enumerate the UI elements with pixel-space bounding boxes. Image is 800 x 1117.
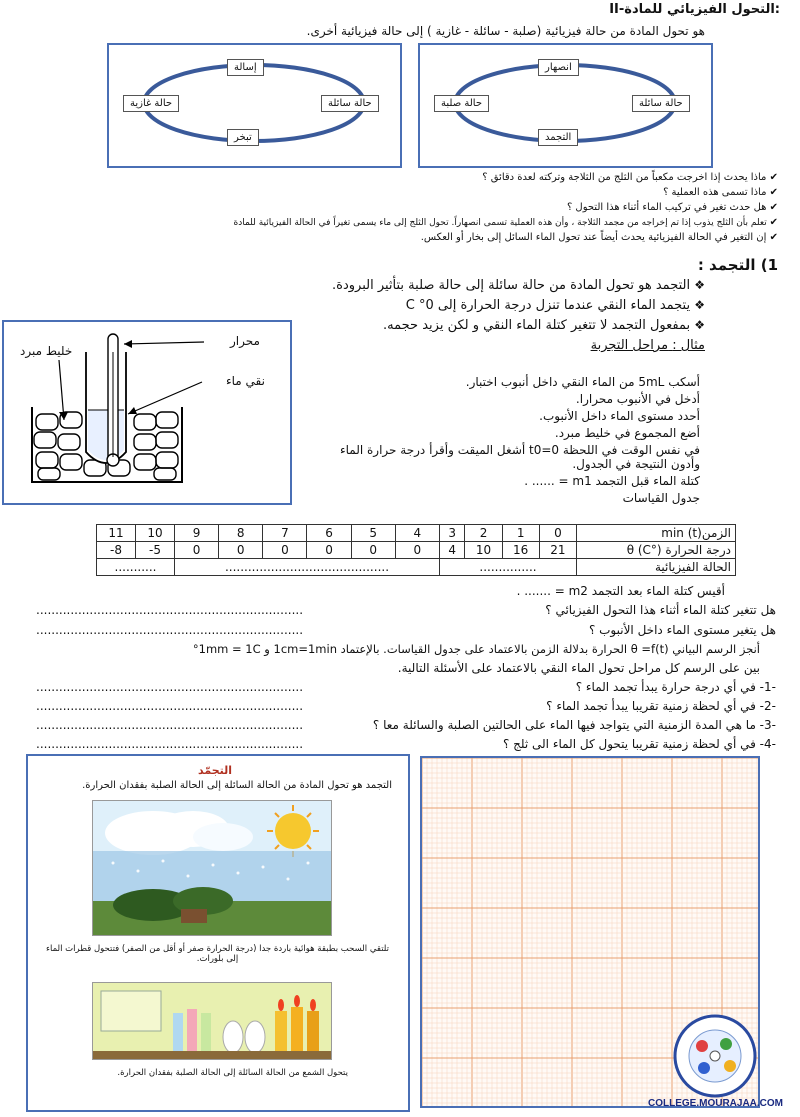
illustration-heading: التجمّد (198, 764, 233, 777)
check-icon: ✔ (769, 172, 778, 183)
row-header: الحالة الفيزيائية (577, 559, 736, 576)
label-evaporation: تبخر (227, 129, 259, 146)
list-item: -4- في أي لحظة زمنية تقريبا يتحول كل الماء الى ثلج ؟ ...................................................................... (36, 737, 776, 756)
list-item: ✔ تعلم بأن الثلج يذوب إذا تم إخراجه من مجمد الثلاجة ، وأن هذه العملية تسمى انصهاراً. تحول الثلج إلى ماء يسمى تغيراً في الحالة الفيزيائية للمادة (233, 217, 778, 228)
table-cell: 10 (465, 542, 502, 559)
table-cell: 5 (351, 525, 395, 542)
list-item: ❖ يتجمد الماء النقي عندما تنزل درجة الحرارة إلى 0° C (405, 298, 705, 313)
answer-blank: ...................................................................... (36, 737, 304, 751)
candles-scene-image (92, 982, 332, 1060)
label-liquid: حالة سائلة (632, 95, 690, 112)
label-condensation: إسالة (227, 59, 264, 76)
list-item: ✔ ماذا تسمى هذه العملية ؟ (663, 187, 778, 198)
list-item: أسكب 5mL من الماء النقي داخل أنبوب اختبار. (465, 375, 700, 389)
list-item: ❖ بمفعول التجمد لا تتغير كتلة الماء النقي و لكن يزيد حجمه. (383, 318, 705, 333)
table-cell: 16 (502, 542, 539, 559)
list-item: أضع المجموع في خليط مبرد. (554, 426, 700, 440)
answer-blank: ...................................................................... (36, 623, 304, 637)
table-cell: 2 (465, 525, 502, 542)
cloud-scene-image (92, 800, 332, 936)
table-cell: 0 (307, 542, 351, 559)
caption-clouds: تلتقي السحب بطبقة هوائية باردة جدا (درجة الحرارة صفر أو أقل من الصفر) فتتحول قطرات الماء إلى بلورات. (46, 944, 389, 964)
candles-scene-drawing (93, 983, 331, 1059)
mass-after-text: أقيس كتلة الماء بعد التجمد m2 = ....... . (516, 584, 725, 598)
table-cell: 4 (395, 525, 439, 542)
table-cell: 0 (395, 542, 439, 559)
section-heading-freezing: 1) التجمد : (697, 256, 778, 274)
list-item: ✔ هل حدث تغير في تركيب الماء أثناء هذا التحول ؟ (566, 202, 778, 213)
sub-questions (36, 680, 776, 756)
table-cell: 10 (136, 525, 175, 542)
diamond-bullet-icon: ❖ (694, 278, 705, 292)
question-row: هل يتغير مستوى الماء داخل الأنبوب ؟ ...................................................................... (36, 623, 776, 637)
table-cell: ........... (97, 559, 175, 576)
table-cell: 1 (502, 525, 539, 542)
list-item: جدول القياسات (622, 491, 700, 505)
example-heading: مثال : مراحل التجربة (590, 338, 705, 353)
list-item: ❖ التجمد هو تحول المادة من حالة سائلة إلى حالة صلبة بتأثير البرودة. (332, 278, 705, 293)
label-pure-water: نقي ماء (226, 374, 265, 388)
row-header: درجة الحرارة θ (C°) (577, 542, 736, 559)
list-item: في نفس الوقت في اللحظة t0=0 أشغل الميقت وأقرأ درجة حرارة الماء (339, 443, 700, 457)
label-melting: انصهار (538, 59, 579, 76)
table-cell: 6 (307, 525, 351, 542)
caption-candles: يتحول الشمع من الحالة السائلة إلى الحالة الصلبة بفقدان الحرارة. (117, 1068, 348, 1078)
label-solid: حالة صلبة (434, 95, 489, 112)
table-cell: -8 (97, 542, 136, 559)
table-cell: 4 (439, 542, 464, 559)
answer-blank: ...................................................................... (36, 699, 304, 713)
table-cell: 0 (175, 542, 219, 559)
answer-blank: ...................................................................... (36, 680, 304, 694)
list-item: أحدد مستوى الماء داخل الأنبوب. (539, 409, 700, 423)
check-icon: ✔ (769, 217, 778, 228)
table-cell: 8 (219, 525, 263, 542)
check-icon: ✔ (769, 232, 778, 243)
list-item: -1- في أي درجة حرارة يبدأ تجمد الماء ؟ ...................................................................... (36, 680, 776, 699)
logo-site-text: COLLEGE.MOURAJAA.COM (648, 1098, 783, 1109)
cycle-diagram-liquid-gas (107, 43, 402, 168)
table-row (97, 525, 736, 542)
table-cell: 11 (97, 525, 136, 542)
answer-blank: ...................................................................... (36, 603, 304, 617)
check-icon: ✔ (769, 202, 778, 213)
list-item: -2- في أي لحظة زمنية تقريبا يبدأ تجمد الماء ؟ ...................................................................... (36, 699, 776, 718)
label-liquid: حالة سائلة (321, 95, 379, 112)
table-cell: 0 (539, 525, 576, 542)
label-cooling-mixture: خليط مبرد (20, 344, 73, 358)
cycle-diagram-solid-liquid (418, 43, 713, 168)
list-item: ✔ إن التغير في الحالة الفيزيائية يحدث أيضاً عند تحول الماء السائل إلى بخار أو العكس. (420, 232, 778, 243)
table-cell: 0 (219, 542, 263, 559)
measurements-table (96, 524, 736, 576)
list-item: أدخل في الأنبوب محرارا. (575, 392, 700, 406)
graph-instructions-2: بين على الرسم كل مراحل تحول الماء النقي بالاعتماد على الأسئلة التالية. (397, 661, 760, 675)
label-thermometer: محرار (230, 334, 260, 348)
label-freezing: التجمد (538, 129, 578, 146)
table-cell: 3 (439, 525, 464, 542)
table-cell: 0 (351, 542, 395, 559)
table-cell: 0 (263, 542, 307, 559)
questions-list (58, 172, 778, 247)
check-icon: ✔ (769, 187, 778, 198)
definition-text: هو تحول المادة من حالة فيزيائية (صلبة - سائلة - غازية ) إلى حالة فيزيائية أخرى. (306, 24, 705, 38)
diamond-bullet-icon: ❖ (694, 298, 705, 312)
cloud-scene-drawing (93, 801, 331, 935)
row-header: الزمن(t) min (577, 525, 736, 542)
illustration-panel (26, 754, 410, 1112)
experiment-steps (280, 375, 700, 508)
graph-instructions: أنجز الرسم البياني θ =f(t) الحرارة بدلالة الزمن بالاعتماد على جدول القياسات. بالإعتماد 1cm=1min و 1mm = 1C° (192, 642, 760, 656)
logo-emblem (660, 1012, 770, 1098)
answer-blank: ...................................................................... (36, 718, 304, 732)
table-cell: 7 (263, 525, 307, 542)
section-title: II-التحول الفيزيائي للمادة: (609, 2, 780, 17)
list-item: كتلة الماء قبل التجمد m1 = ...... . (524, 474, 700, 488)
list-item: وأدون النتيجة في الجدول. (572, 457, 700, 471)
table-row (97, 559, 736, 576)
table-cell: ........................................... (175, 559, 440, 576)
list-item: -3- ما هي المدة الزمنية التي يتواجد فيها الماء على الحالتين الصلبة والسائلة معا ؟ ...................................................................... (36, 718, 776, 737)
table-cell: -5 (136, 542, 175, 559)
table-cell: ............... (439, 559, 576, 576)
diamond-bullet-icon: ❖ (694, 318, 705, 332)
question-row: هل تتغير كتلة الماء أثناء هذا التحول الفيزيائي ؟ ...................................................................... (36, 603, 776, 617)
table-cell: 9 (175, 525, 219, 542)
table-row (97, 542, 736, 559)
apparatus-diagram (2, 320, 292, 505)
illustration-subheading: التجمد هو تحول المادة من الحالة السائلة إلى الحالة الصلبة بفقدان الحرارة. (82, 780, 392, 791)
list-item: ✔ ماذا يحدث إذا اخرجت مكعباً من الثلج من الثلاجة وتركته لعدة دقائق ؟ (482, 172, 778, 183)
label-gas: حالة غازية (123, 95, 179, 112)
table-cell: 21 (539, 542, 576, 559)
site-logo (648, 1012, 783, 1117)
